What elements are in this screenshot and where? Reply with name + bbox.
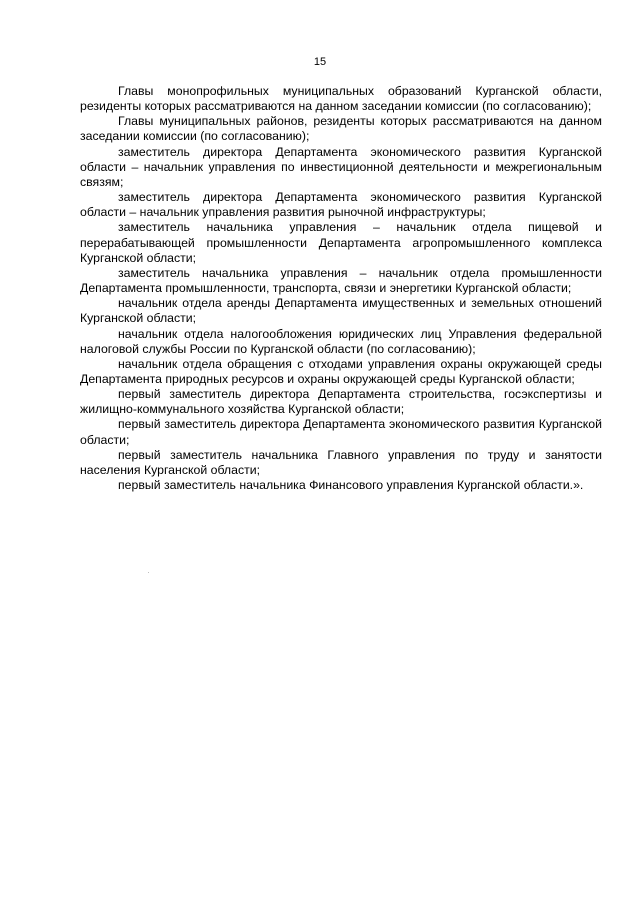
paragraph: Главы муниципальных районов, резиденты которых рассматриваются на данном заседании комиссии (по согласованию);: [80, 114, 602, 144]
paragraph: заместитель начальника управления – начальник отдела промышленности Департамента промышленности, транспорта, связи и энергетики Курганской области;: [80, 265, 602, 296]
paragraph: начальник отдела аренды Департамента имущественных и земельных отношений Курганской области;: [80, 296, 602, 326]
paragraph: Главы монопрофильных муниципальных образований Курганской области, резиденты которых рассматриваются на данном заседании комиссии (по согласованию);: [80, 84, 602, 114]
paragraph: начальник отдела обращения с отходами управления охраны окружающей среды Департамента природных ресурсов и охраны окружающей среды Курганской области;: [80, 356, 602, 386]
paragraph: заместитель директора Департамента экономического развития Курганской области – начальник управления по инвестиционной деятельности и межрегиональным связям;: [80, 144, 602, 189]
paragraph: начальник отдела налогообложения юридических лиц Управления федеральной налоговой службы России по Курганской области (по согласованию);: [80, 326, 602, 356]
page-number: 15: [313, 56, 327, 68]
document-body: [80, 84, 602, 493]
paragraph: первый заместитель начальника Главного управления по труду и занятости населения Курганской области;: [80, 447, 602, 477]
paragraph: заместитель директора Департамента экономического развития Курганской области – начальник управления развития рыночной инфраструктуры;: [80, 190, 602, 220]
paragraph: заместитель начальника управления – начальник отдела пищевой и перерабатывающей промышленности Департамента агропромышленного комплекса Курганской области;: [80, 220, 602, 265]
paragraph: первый заместитель директора Департамента строительства, госэкспертизы и жилищно-коммунального хозяйства Курганской области;: [80, 387, 602, 417]
scan-speck: [148, 572, 149, 573]
paragraph: первый заместитель начальника Финансового управления Курганской области.».: [118, 478, 584, 493]
paragraph: первый заместитель директора Департамента экономического развития Курганской области;: [80, 417, 602, 447]
